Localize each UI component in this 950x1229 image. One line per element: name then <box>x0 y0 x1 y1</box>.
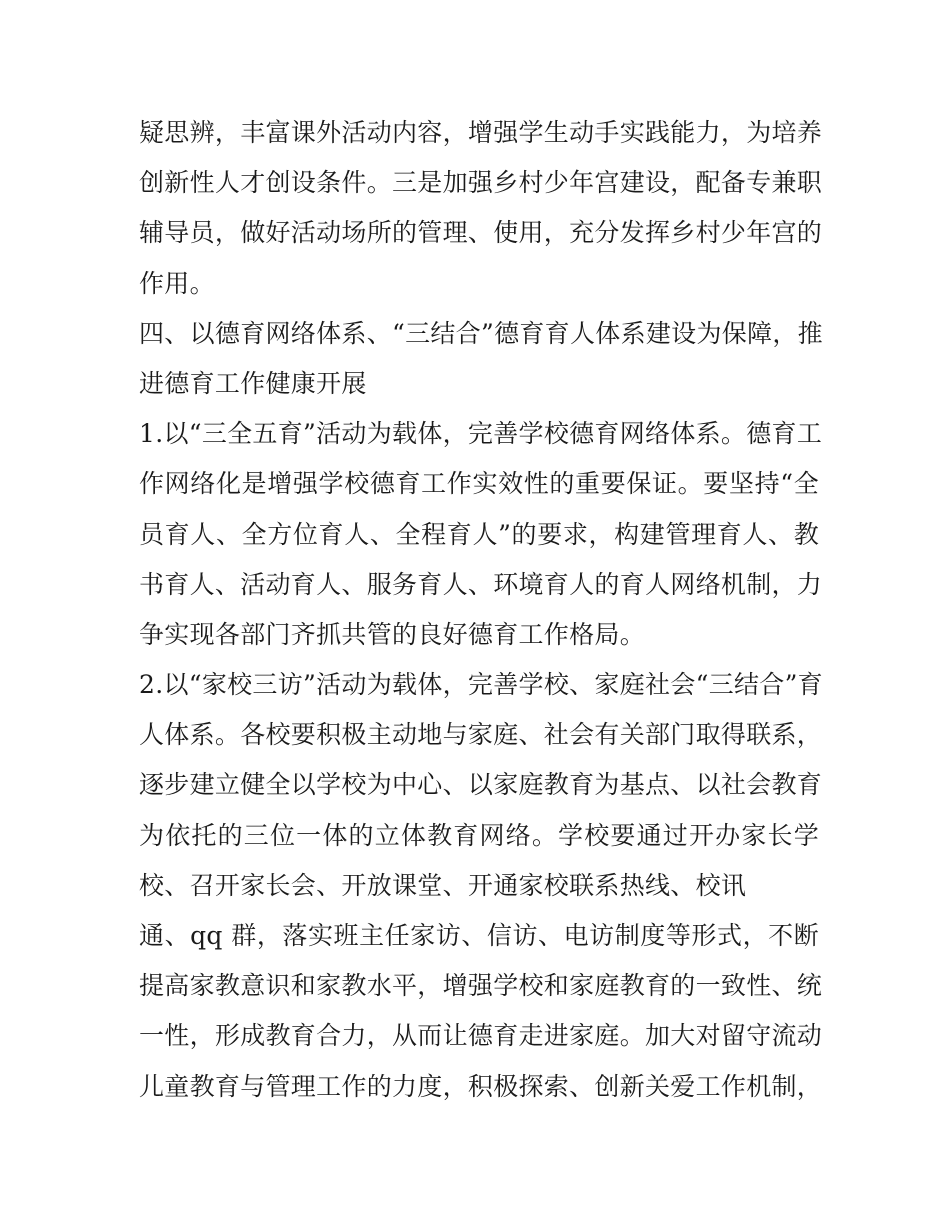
text-line: 争实现各部门齐抓共管的良好德育工作格局。 <box>139 619 646 649</box>
text-line: 一性，形成教育合力，从而让德育走进家庭。加大对留守流动 <box>139 1021 823 1051</box>
numbered-item-line: 1.以“三全五育”活动为载体，完善学校德育网络体系。德育工 <box>139 419 823 449</box>
text-line: 为依托的三位一体的立体教育网络。学校要通过开办家长学 <box>139 820 819 850</box>
text-line: 儿童教育与管理工作的力度，积极探索、创新关爱工作机制， <box>139 1071 823 1101</box>
text-line: 校、召开家长会、开放课堂、开通家校联系热线、校讯 <box>139 870 747 900</box>
numbered-item-line: 2.以“家校三访”活动为载体，完善学校、家庭社会“三结合”育 <box>139 670 823 700</box>
section-heading-line: 进德育工作健康开展 <box>139 368 367 398</box>
section-heading-line: 四、以德育网络体系、“三结合”德育育人体系建设为保障，推 <box>139 318 823 348</box>
text-line: 创新性人才创设条件。三是加强乡村少年宫建设，配备专兼职 <box>139 168 823 198</box>
text-line: 通、qq 群，落实班主任家访、信访、电访制度等形式，不断 <box>139 921 819 950</box>
text-line: 书育人、活动育人、服务育人、环境育人的育人网络机制，力 <box>139 569 823 599</box>
body-text <box>139 108 823 1112</box>
text-line: 疑思辨，丰富课外活动内容，增强学生动手实践能力，为培养 <box>139 118 823 147</box>
text-line: 提高家教意识和家教水平，增强学校和家庭教育的一致性、统 <box>139 971 823 1001</box>
text-line: 辅导员，做好活动场所的管理、使用，充分发挥乡村少年宫的 <box>139 218 823 248</box>
text-line: 作用。 <box>139 268 215 298</box>
text-line: 人体系。各校要积极主动地与家庭、社会有关部门取得联系， <box>139 720 823 750</box>
text-line: 员育人、全方位育人、全程育人”的要求，构建管理育人、教 <box>139 519 819 549</box>
text-line: 逐步建立健全以学校为中心、以家庭教育为基点、以社会教育 <box>139 770 823 800</box>
text-line: 作网络化是增强学校德育工作实效性的重要保证。要坚持“全 <box>139 469 819 499</box>
